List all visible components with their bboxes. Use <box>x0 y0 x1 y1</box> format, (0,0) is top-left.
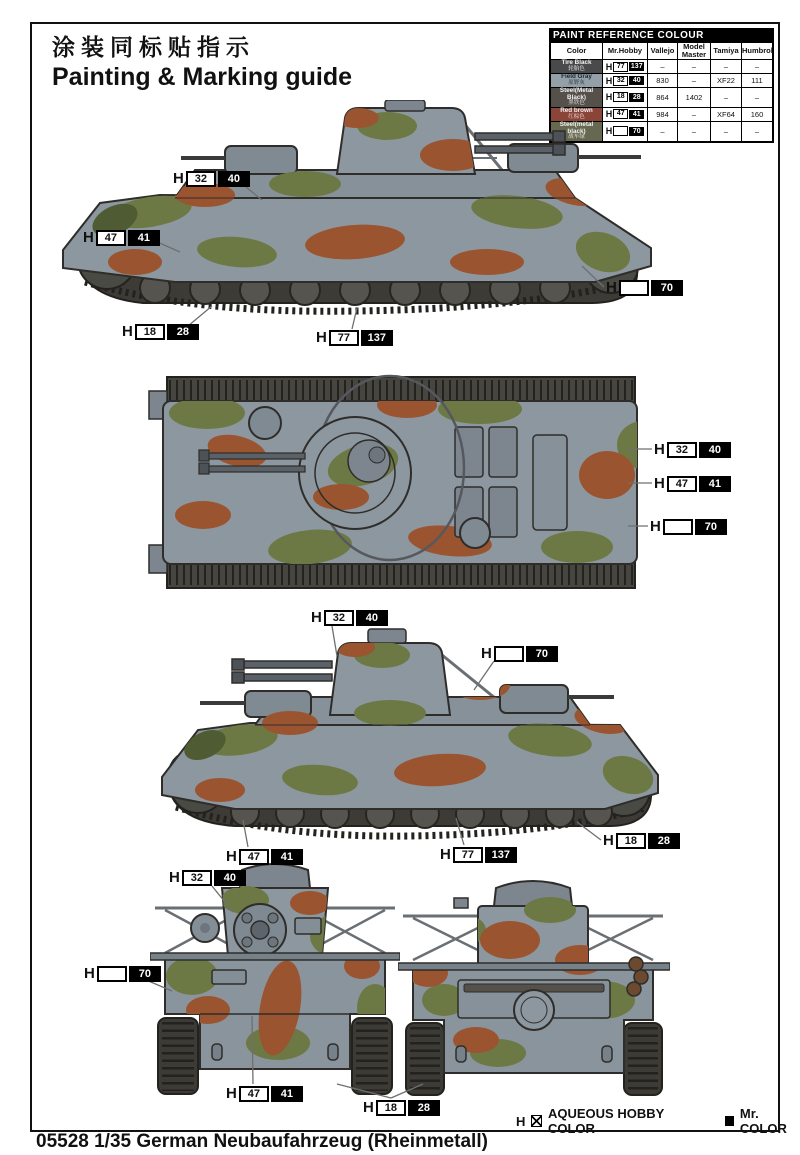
callout-h-prefix: H <box>363 1099 374 1116</box>
humbrol-code: – <box>742 88 773 108</box>
col-header-modelmaster: Model Master <box>678 43 711 60</box>
vallejo-code: 984 <box>648 107 678 121</box>
tamiya-code: – <box>711 88 742 108</box>
callout-h-prefix: H <box>83 229 94 246</box>
mr-hobby-code: H 32 40 <box>603 74 648 88</box>
aqueous-color-number: 47 <box>667 476 697 492</box>
col-header-mrhobby: Mr.Hobby <box>603 43 648 60</box>
paint-callout <box>603 832 680 849</box>
paint-callout <box>363 1099 440 1116</box>
aqueous-color-number: 18 <box>135 324 165 340</box>
paint-callout <box>226 848 303 865</box>
tank-side-view-right <box>150 625 670 860</box>
col-header-vallejo: Vallejo <box>648 43 678 60</box>
aqueous-color-number <box>97 966 127 982</box>
paint-callout <box>311 609 388 626</box>
callout-h-prefix: H <box>226 848 237 865</box>
mr-color-number: 28 <box>167 324 199 340</box>
callout-h-prefix: H <box>84 965 95 982</box>
paint-color-swatch <box>551 74 603 88</box>
mr-color-number: 28 <box>408 1100 440 1116</box>
mr-color-number: 70 <box>651 280 683 296</box>
callout-h-prefix: H <box>173 170 184 187</box>
mr-hobby-code: H 47 41 <box>603 107 648 121</box>
vallejo-code: – <box>648 60 678 74</box>
color-name-en: Steel(Metal Black) <box>559 87 594 101</box>
paint-table-header-row <box>551 43 773 60</box>
model-master-code: – <box>678 60 711 74</box>
paint-callout <box>316 329 393 346</box>
model-master-code: – <box>678 74 711 88</box>
callout-h-prefix: H <box>169 869 180 886</box>
color-name-cn: 轮胎色 <box>568 65 585 72</box>
paint-callout <box>650 518 727 535</box>
page-title-english: Painting & Marking guide <box>52 62 353 91</box>
mr-color-number: 41 <box>699 476 731 492</box>
page-title-chinese: 涂装同标贴指示 <box>52 34 255 60</box>
humbrol-code: – <box>742 121 773 141</box>
callout-h-prefix: H <box>311 609 322 626</box>
callout-h-prefix: H <box>481 645 492 662</box>
paint-callout <box>481 645 558 662</box>
mr-color-number: 41 <box>271 849 303 865</box>
paint-callout <box>169 869 246 886</box>
model-master-code: – <box>678 107 711 121</box>
callout-h-prefix: H <box>440 846 451 863</box>
paint-callout <box>84 965 161 982</box>
mr-color-number: 137 <box>361 330 393 346</box>
humbrol-code: 160 <box>742 107 773 121</box>
model-master-code: – <box>678 121 711 141</box>
white-box-icon <box>531 1115 542 1127</box>
legend-mr-color <box>725 1106 800 1136</box>
callout-h-prefix: H <box>650 518 661 535</box>
color-name-en: Field Gray <box>561 73 592 81</box>
aqueous-color-number: 32 <box>667 442 697 458</box>
aqueous-color-number <box>663 519 693 535</box>
vallejo-code: – <box>648 121 678 141</box>
aqueous-color-number: 18 <box>376 1100 406 1116</box>
humbrol-code: – <box>742 60 773 74</box>
mr-color-number: 70 <box>695 519 727 535</box>
black-square-icon <box>725 1116 734 1126</box>
aqueous-color-number: 77 <box>329 330 359 346</box>
callout-h-prefix: H <box>654 475 665 492</box>
mr-color-number: 70 <box>129 966 161 982</box>
aqueous-color-number: 47 <box>239 849 269 865</box>
paint-callout <box>173 170 250 187</box>
color-system-legend <box>516 1106 800 1136</box>
color-name-cn: 原野灰 <box>568 79 585 86</box>
paint-table-row <box>551 60 773 74</box>
vallejo-code: 830 <box>648 74 678 88</box>
mr-color-number: 40 <box>356 610 388 626</box>
mr-color-number: 40 <box>699 442 731 458</box>
aqueous-color-number: 32 <box>324 610 354 626</box>
callout-h-prefix: H <box>316 329 327 346</box>
paint-callout <box>440 846 517 863</box>
color-name-cn: 黑铁色 <box>568 100 585 107</box>
tank-side-view-left <box>55 100 665 335</box>
color-name-cn: 红棕色 <box>568 113 585 120</box>
aqueous-color-number <box>494 646 524 662</box>
legend-mr-color-label: Mr. COLOR <box>739 1106 787 1136</box>
mr-hobby-code: H 77 137 <box>603 60 648 74</box>
callout-h-prefix: H <box>226 1085 237 1102</box>
legend-h-prefix: H <box>516 1113 526 1129</box>
color-name-en: Steel(metal black) <box>559 120 594 135</box>
aqueous-color-number <box>619 280 649 296</box>
kit-footer-title: 05528 1/35 German Neubaufahrzeug (Rheinmetall) <box>36 1131 488 1152</box>
aqueous-color-number: 47 <box>239 1086 269 1102</box>
aqueous-color-number: 32 <box>186 171 216 187</box>
paint-table-title: PAINT REFERENCE COLOUR <box>550 29 773 42</box>
mr-color-number: 28 <box>648 833 680 849</box>
model-master-code: 1402 <box>678 88 711 108</box>
paint-table-row <box>551 74 773 88</box>
mr-color-number: 41 <box>271 1086 303 1102</box>
paint-callout <box>606 279 683 296</box>
paint-callout <box>226 1085 303 1102</box>
legend-aqueous-label: AQUEOUS HOBBY COLOR <box>547 1106 665 1136</box>
col-header-humbrol: Humbrol <box>742 43 773 60</box>
tank-top-view <box>145 365 655 600</box>
col-header-color: Color <box>551 43 603 60</box>
mr-hobby-code: H 70 <box>603 121 648 141</box>
legend-aqueous <box>516 1106 691 1136</box>
callout-h-prefix: H <box>603 832 614 849</box>
paint-callout <box>122 323 199 340</box>
color-name-en: Red brown <box>560 107 593 115</box>
col-header-tamiya: Tamiya <box>711 43 742 60</box>
aqueous-color-number: 32 <box>182 870 212 886</box>
title-block <box>52 34 352 93</box>
tamiya-code: – <box>711 60 742 74</box>
aqueous-color-number: 18 <box>616 833 646 849</box>
paint-callout <box>83 229 160 246</box>
color-name-cn: 战车绿 <box>568 134 585 141</box>
tank-front-view <box>150 858 400 1100</box>
tank-rear-view <box>398 868 670 1100</box>
callout-h-prefix: H <box>606 279 617 296</box>
tamiya-code: – <box>711 121 742 141</box>
aqueous-color-number: 47 <box>96 230 126 246</box>
mr-color-number: 40 <box>218 171 250 187</box>
callout-h-prefix: H <box>122 323 133 340</box>
mr-hobby-code: H 18 28 <box>603 88 648 108</box>
tamiya-code: XF64 <box>711 107 742 121</box>
paint-callout <box>654 475 731 492</box>
aqueous-color-number: 77 <box>453 847 483 863</box>
vallejo-code: 864 <box>648 88 678 108</box>
callout-h-prefix: H <box>654 441 665 458</box>
paint-callout <box>654 441 731 458</box>
mr-color-number: 70 <box>526 646 558 662</box>
paint-color-swatch <box>551 60 603 74</box>
tamiya-code: XF22 <box>711 74 742 88</box>
mr-color-number: 41 <box>128 230 160 246</box>
humbrol-code: 111 <box>742 74 773 88</box>
color-name-en: Tire Black <box>561 59 592 67</box>
mr-color-number: 137 <box>485 847 517 863</box>
mr-color-number: 40 <box>214 870 246 886</box>
